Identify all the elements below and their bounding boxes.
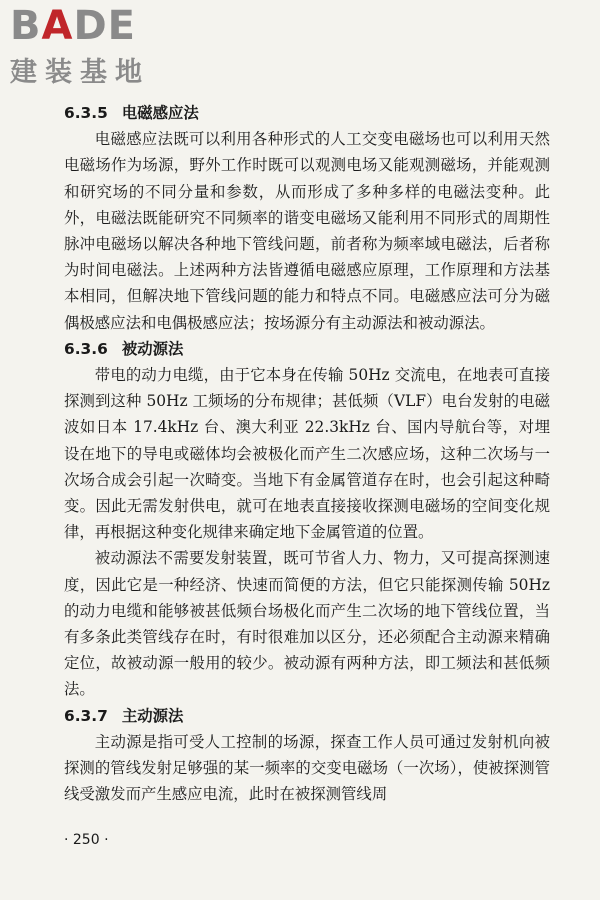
section-number: 6.3.6 [64,339,108,358]
section-heading [64,336,550,362]
section-heading [64,703,550,729]
logo [10,3,180,92]
page-number: · 250 · [64,832,109,848]
logo-subtitle: 建装基地 [10,57,150,88]
section-6-3-7 [64,703,550,808]
section-title: 电磁感应法 [121,104,199,122]
section-heading [64,100,550,126]
paragraph: 主动源是指可受人工控制的场源，探查工作人员可通过发射机向被探测的管线发射足够强的某一频率的交变电磁场（一次场），使被探测管线受激发而产生感应电流，此时在被探测管线周 [64,732,550,804]
section-title: 被动源法 [121,339,184,358]
paragraph: 被动源法不需要发射装置，既可节省人力、物力，又可提高探测速度，因此它是一种经济、快速而简便的方法，但它只能探测传输 50Hz 的动力电缆和能够被甚低频台场极化而产生二次场的地下管线位置，当有多条此类管线存在时，有时很难加以区分，还必须配合主动源来精确定位，故被动源一般用的较少。被动源有两种方法，即工频法和甚低频法。 [64,549,550,699]
logo-mark: BADE [10,3,136,49]
paragraph: 电磁感应法既可以利用各种形式的人工交变电磁场也可以利用天然电磁场作为场源，野外工作时既可以观测电场又能观测磁场，并能观测和研究场的不同分量和参数，从而形成了多种多样的电磁法变种。此外，电磁法既能研究不同频率的谐变电磁场又能利用不同形式的周期性脉冲电磁场以解决各种地下管线问题，前者称为频率域电磁法，后者称为时间电磁法。上述两种方法皆遵循电磁感应原理，工作原理和方法基本相同，但解决地下管线问题的能力和特点不同。电磁感应法可分为磁偶极感应法和电偶极感应法；按场源分有主动源法和被动源法。 [64,130,550,332]
section-number: 6.3.7 [64,706,108,725]
page-body [64,100,550,807]
paragraph: 带电的动力电缆，由于它本身在传输 50Hz 交流电，在地表可直接探测到这种 50Hz 工频场的分布规律；甚低频（VLF）电台发射的电磁波如日本 17.4kHz 台、澳大利亚 22.3kHz 台、国内导航台等，对埋设在地下的导电或磁体均会被极化而产生二次感应场，这种二次场与一次场合成会引起一次畸变。当地下有金属管道存在时，也会引起这种畸变。因此无需发射供电，就可在地表直接接收探测电磁场的空间变化规律，再根据这种变化规律来确定地下金属管道的位置。 [64,366,550,542]
section-title: 主动源法 [121,706,184,725]
section-6-3-5 [64,100,550,336]
section-number: 6.3.5 [64,104,108,122]
section-6-3-6 [64,336,550,703]
